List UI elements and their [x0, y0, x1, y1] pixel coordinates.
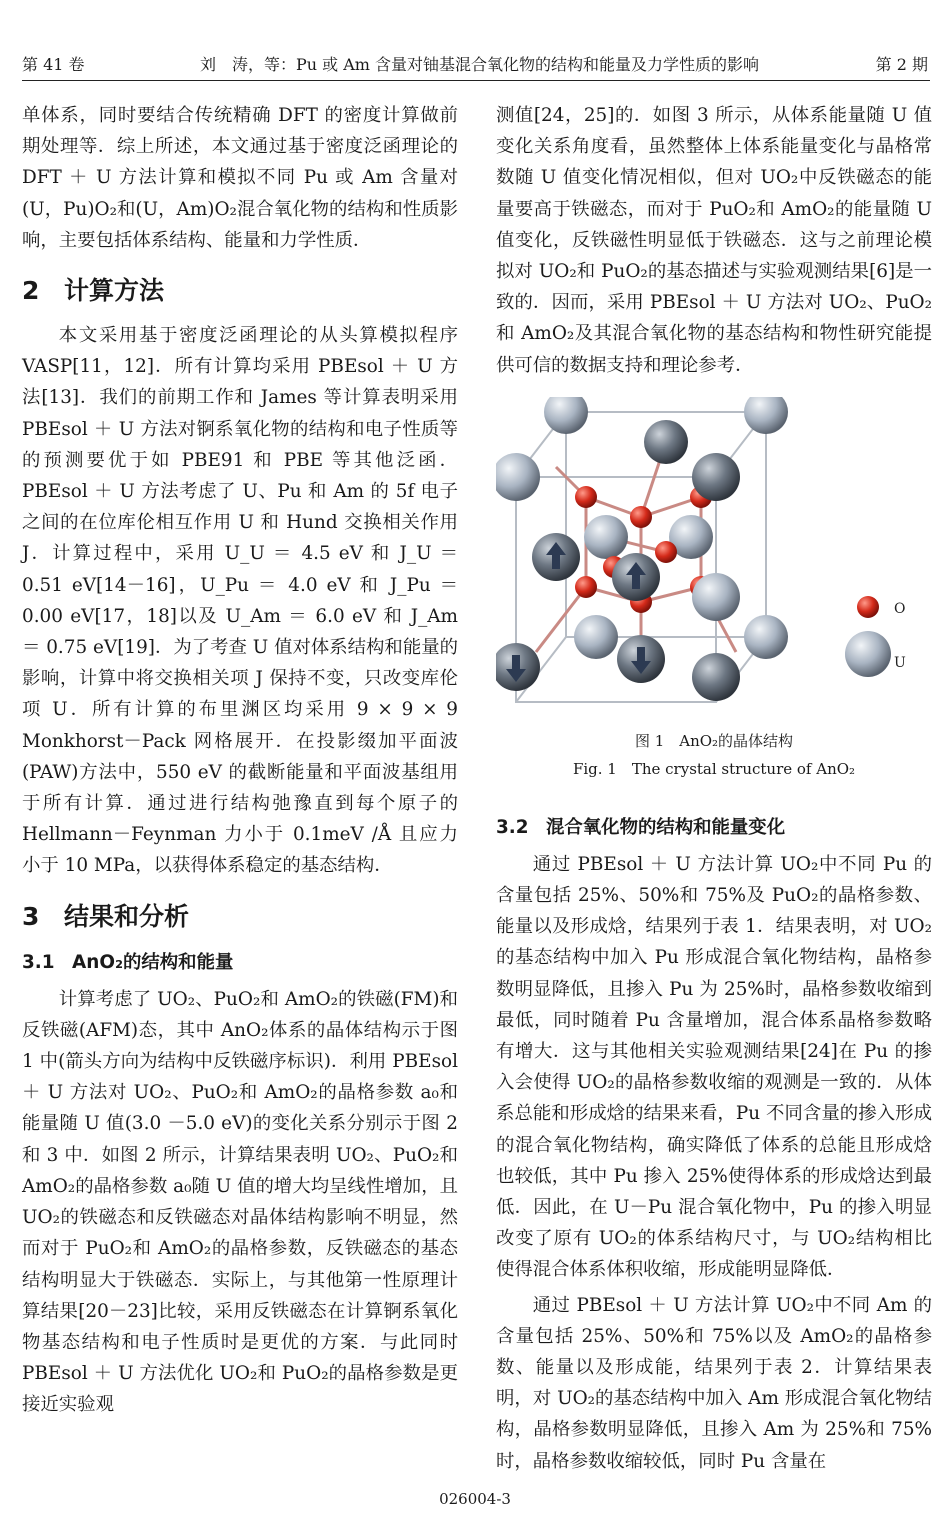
subsection-3-1-heading — [22, 948, 458, 978]
header-rule — [22, 80, 930, 81]
u-atoms-back — [544, 397, 788, 659]
o-atom — [655, 541, 677, 563]
right-column — [496, 100, 932, 1477]
legend-o-swatch — [857, 596, 879, 618]
u-atom — [584, 515, 628, 559]
section-number: 3 — [22, 901, 40, 931]
section-number: 2 — [22, 276, 40, 306]
page-number: 026004-3 — [439, 1490, 511, 1508]
paragraph-3-2-a: 通过 PBEsol ＋ U 方法计算 UO₂中不同 Pu 的含量包括 25%、50%和 75%及 PuO₂的晶格参数、能量以及形成焓，结果列于表 1．结果表明，对 UO₂的基态结构中加入 Pu 形成混合氧化物结构，晶格参数明显降低，且掺入 Pu 为 25%时，晶格参数收缩到最低，同时随着 Pu 含量增加，混合体系晶格参数略有增大．这与其他相关实验观测结果[24]在 Pu 的掺入会使得 UO₂的晶格参数收缩的观测是一致的．从体系总能和形成焓的结果来看，Pu 不同含量的掺入形成的混合氧化物结构，确实降低了体系的总能且形成焓也较低，其中 Pu 掺入 25%使得体系的形成焓达到最低．因此，在 U－Pu 混合氧化物中，Pu 的掺入明显改变了原有 UO₂的体系结构尺寸，与 UO₂结构相比使得混合体系体积收缩，形成能明显降低． — [496, 853, 932, 1281]
section-title: 结果和分析 — [64, 901, 190, 931]
figure-legend — [845, 596, 906, 677]
header-title: 刘 涛，等：Pu 或 Am 含量对铀基混合氧化物的结构和能量及力学性质的影响 — [200, 55, 760, 74]
subsection-number: 3.1 — [22, 951, 55, 973]
legend-o-label: O — [894, 600, 906, 617]
subsection-title: AnO₂的结构和能量 — [72, 951, 234, 973]
crystal-structure-diagram — [496, 397, 932, 727]
section-3-heading — [22, 900, 458, 934]
header-issue: 第 2 期 — [875, 55, 928, 74]
paragraph-3-1-continued: 测值[24，25]的．如图 3 所示，从体系能量随 U 值变化关系角度看，虽然整体上体系能量变化与晶格常数随 U 值变化情况相似，但对 UO₂中反铁磁态的能量要高于铁磁态，而对于 PuO₂和 AmO₂的能量随 U 值变化，反铁磁性明显低于铁磁态．这与之前理论模拟对 UO₂和 PuO₂的基态描述与实验观测结果[6]是一致的．因而，采用 PBEsol ＋ U 方法对 UO₂、PuO₂和 AmO₂及其混合氧化物的基态结构和物性研究能提供可信的数据支持和理论参考． — [496, 105, 932, 376]
u-atom — [692, 653, 740, 701]
section-title: 计算方法 — [64, 276, 165, 306]
header-volume: 第 41 卷 — [22, 55, 85, 74]
figure-1 — [496, 397, 932, 727]
o-atom — [630, 506, 652, 528]
u-atom — [692, 573, 740, 621]
o-atom — [575, 576, 597, 598]
u-atoms-front — [496, 453, 740, 701]
left-column — [22, 100, 458, 1421]
u-atom — [692, 453, 740, 501]
subsection-number: 3.2 — [496, 816, 529, 838]
legend-u-swatch — [845, 631, 891, 677]
legend-u-label: U — [894, 654, 906, 671]
o-atom — [575, 486, 597, 508]
paragraph-3-1: 计算考虑了 UO₂、PuO₂和 AmO₂的铁磁(FM)和反铁磁(AFM)态，其中 AnO₂体系的晶体结构示于图 1 中(箭头方向为结构中反铁磁序标识)．利用 PBEsol ＋ U 方法对 UO₂、PuO₂和 AmO₂的晶格参数 a₀和能量随 U 值(3.0 －5.0 eV)的变化关系分别示于图 2 和 3 中．如图 2 所示，计算结果表明 UO₂、PuO₂和 AmO₂的晶格参数 a₀随 U 值的增大均呈线性增加，且 UO₂的铁磁态和反铁磁态对晶体结构影响不明显，然而对于 PuO₂和 AmO₂的晶格参数，反铁磁态的基态结构明显大于铁磁态．实际上，与其他第一性原理计算结果[20－23]比较，采用反铁磁态在计算锕系氧化物基态结构和电子性质时是更优的方案．与此同时 PBEsol ＋ U 方法优化 UO₂和 PuO₂的晶格参数是更接近实验观 — [22, 988, 458, 1416]
subsection-3-2-heading — [496, 813, 932, 843]
section-2-heading — [22, 274, 458, 308]
u-atom — [744, 397, 788, 434]
subsection-title: 混合氧化物的结构和能量变化 — [546, 816, 786, 838]
u-atom — [744, 615, 788, 659]
u-atom — [544, 397, 588, 434]
paragraph-method: 本文采用基于密度泛函理论的从头算模拟程序 VASP[11，12]．所有计算均采用 PBEsol ＋ U 方法[13]．我们的前期工作和 James 等计算表明采用 PBEsol ＋ U 方法对锕系氧化物的结构和电子性质等的预测要优于如 PBE91 和 PBE 等其他泛函．PBEsol ＋ U 方法考虑了 U、Pu 和 Am 的 5f 电子之间的在位库伦相互作用 U 和 Hund 交换相关作用 J．计算过程中，采用 U_U ＝ 4.5 eV 和 J_U ＝ 0.51 eV[14－16]，U_Pu ＝ 4.0 eV 和 J_Pu ＝ 0.00 eV[17，18]以及 U_Am ＝ 6.0 eV 和 J_Am ＝ 0.75 eV[19]．为了考查 U 值对体系结构和能量的影响，计算中将交换相关项 J 保持不变，只改变库伦项 U．所有计算的布里渊区均采用 9 × 9 × 9 Monkhorst－Pack 网格展开．在投影缀加平面波(PAW)方法中，550 eV 的截断能量和平面波基组用于所有计算．通过进行结构弛豫直到每个原子的 Hellmann－Feynman 力小于 0.1meV /Å 且应力小于 10 MPa，以获得体系稳定的基态结构． — [22, 325, 458, 877]
paragraph-3-2-b: 通过 PBEsol ＋ U 方法计算 UO₂中不同 Am 的含量包括 25%、50%和 75%以及 AmO₂的晶格参数、能量以及形成能，结果列于表 2．计算结果表明，对 UO₂的基态结构中加入 Am 形成混合氧化物结构，晶格参数明显降低，且掺入 Am 为 25%和 75%时，晶格参数收缩较低，同时 Pu 含量在 — [496, 1294, 932, 1472]
u-atom — [644, 420, 688, 464]
u-atom — [574, 615, 618, 659]
figure-caption-en: Fig. 1 The crystal structure of AnO₂ — [572, 759, 856, 778]
u-atom — [496, 453, 540, 501]
paragraph-intro-end: 单体系，同时要结合传统精确 DFT 的密度计算做前期处理等．综上所述，本文通过基于密度泛函理论的 DFT ＋ U 方法计算和模拟不同 Pu 或 Am 含量对(U，Pu)O₂和(U，Am)O₂混合氧化物的结构和性质影响，主要包括体系结构、能量和力学性质． — [22, 105, 458, 251]
figure-caption-cn: 图 1 AnO₂的晶体结构 — [634, 731, 794, 750]
